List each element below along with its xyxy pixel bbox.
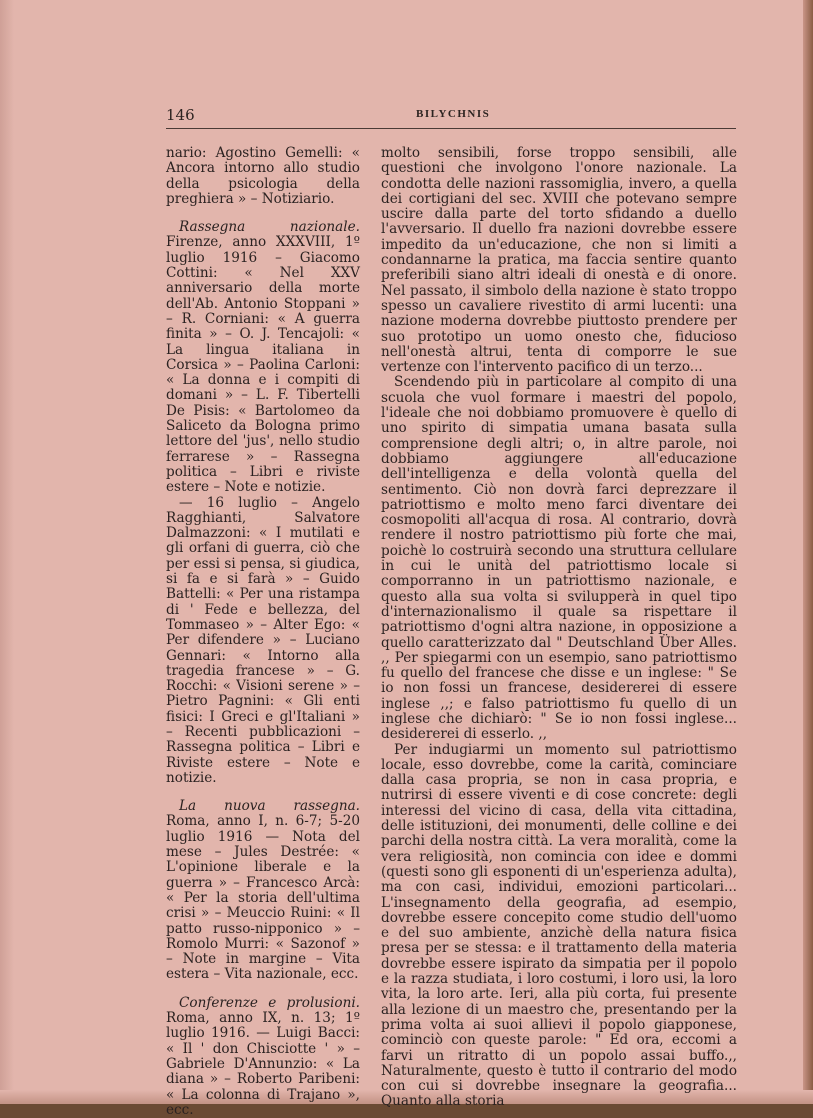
left-column xyxy=(166,146,360,1118)
left-paragraph-3: — 16 luglio – Angelo Ragghianti, Salvatore Dalmazzoni: « I mutilati e gli orfani di guerra, ciò che per essi si pensa, si giudica, si fa e si farà » – Guido Battelli: « Per una ristampa di ' Fede e bellezza, del Tommaseo » – Alter Ego: « Per difendere » – Luciano Gennari: « Intorno alla tragedia francese » – G. Rocchi: « Visioni serene » – Pietro Pagnini: « Gli enti fisici: I Greci e gl'Italiani » – Recenti pubblicazioni – Rassegna politica – Libri e Riviste estere – Note e notizie. xyxy=(166,494,360,786)
right-paragraph-1: molto sensibili, forse troppo sensibili, alle questioni che involgono l'onore nazionale. La condotta delle nazioni rassomiglia, invero, a quella dei cortigiani del sec. XVIII che potevano sempre uscire dalla parte del torto sfidando a duello l'avversario. Il duello fra nazioni dovrebbe essere impedito da un'educazione, che non si limiti a condannarne la pratica, ma faccia sentire quanto preferibili siano altri ideali di onestà e di onore. Nel passato, il simbolo della nazione è stato troppo spesso un cavaliere rivestito di armi lucenti: una nazione moderna dovrebbe piuttosto prendere per suo prototipo un uomo onesto che, fiducioso nell'onestà altrui, tenta di comporre le sue vertenze con l'intervento pacifico di un terzo... xyxy=(381,145,737,376)
page-binding xyxy=(0,0,14,1104)
left-paragraph-2 xyxy=(166,220,360,495)
left-paragraph-4-text: Roma, anno I, n. 6-7; 5-20 luglio 1916 — Nota del mese – Jules Destrée: « L'opinione liberale e la guerra » – Francesco Arcà: « Per la storia dell'ultima crisi » – Meuccio Ruini: « Il patto russo-nipponico » – Romolo Murri: « Sazonof » – Note in margine – Vita estera – Vita nazionale, ecc. xyxy=(166,813,360,983)
right-column xyxy=(381,146,737,1110)
left-paragraph-4 xyxy=(166,799,360,983)
right-paragraph-2: Scendendo più in particolare al compito di una scuola che vuol formare i maestri del popolo, l'ideale che noi dobbiamo promuovere è quello di uno spirito di simpatia umana basata sulla comprensione degli altri; o, in altre parole, noi dobbiamo aggiungere all'educazione dell'intelligenza e della volontà quella del sentimento. Ciò non dovrà farci deprezzare il patriottismo e molto meno farci diventare dei cosmopoliti all'acqua di rosa. Al contrario, dovrà rendere il nostro patriottismo più forte che mai, poichè lo costruirà secondo una struttura cellulare in cui le unità del patriottismo locale si comporranno in un patriottismo nazionale, e questo alla sua volta si svilupperà in quel tipo d'internazionalismo il quale sa rispettare il patriottismo d'ogni altra nazione, in opposizione a quello caratterizzato dal " Deutschland Über Alles. ,, Per spiegarmi con un esempio, sano patriottismo fu quello del francese che disse e un inglese: " Se io non fossi un francese, desidererei di essere inglese ,,; e falso patriottismo fu quello di un inglese che dichiarò: " Se io non fossi inglese... desidererei di esserlo. ,, xyxy=(381,374,737,743)
journal-title-conferenze: Conferenze e prolusioni. xyxy=(179,994,360,1011)
journal-title-nuova-rassegna: La nuova rassegna. xyxy=(179,798,360,815)
page-edge xyxy=(803,0,813,1104)
left-paragraph-2-text: Firenze, anno XXXVIII, 1º luglio 1916 – Giacomo Cottini: « Nel XXV anniversario della morte dell'Ab. Antonio Stoppani » – R. Corniani: « A guerra finita » – O. J. Tencajoli: « La lingua italiana in Corsica » – Paolina Carloni: « La donna e i compiti di domani » – L. F. Tibertelli De Pisis: « Bartolomeo da Saliceto da Bologna primo lettore del 'jus', nello studio ferrarese » – Rassegna politica – Libri e riviste estere – Note e notizie. xyxy=(166,234,360,496)
left-paragraph-5-text: Roma, anno IX, n. 13; 1º luglio 1916. — Luigi Bacci: « Il ' don Chisciotte ' » – Gabriele D'Annunzio: « La diana » – Roberto Paribeni: « La colonna di Trajano », ecc. xyxy=(166,1010,360,1118)
left-paragraph-5 xyxy=(166,996,360,1118)
page-header xyxy=(166,106,736,129)
journal-title-rassegna-nazionale: Rassegna nazionale. xyxy=(179,219,360,236)
left-paragraph-1: nario: Agostino Gemelli: « Ancora intorno allo studio della psicologia della preghiera » – Notiziario. xyxy=(166,145,360,207)
right-paragraph-3: Per indugiarmi un momento sul patriottismo locale, esso dovrebbe, come la carità, cominciare dalla casa propria, se non in casa propria, e nutrirsi di essere viventi e di cose concrete: degli interessi del vicino di casa, della vita cittadina, delle istituzioni, dei monumenti, delle colline e dei parchi della nostra città. La vera moralità, come la vera religiosità, non comincia con idee e dommi (questi sono gli esponenti di un'esperienza adulta), ma con casi, individui, emozioni particolari... L'insegnamento della geografia, ad esempio, dovrebbe essere concepito come studio dell'uomo e del suo ambiente, anzichè della natura fisica presa per se stessa: e il trattamento della materia dovrebbe essere ispirato da simpatia per il popolo e la razza studiata, i loro costumi, i loro usi, la loro vita, la loro arte. Ieri, alla più corta, fui presente alla lezione di un maestro che, presentando per la prima volta ai suoi allievi il popolo giapponese, cominciò con queste parole: " Ed ora, eccomi a farvi un ritratto di un popolo assai buffo.,, Naturalmente, questo è tutto il contrario del modo con cui si dovrebbe insegnare la geografia... Quanto alla storia xyxy=(381,741,737,1110)
running-title: BILYCHNIS xyxy=(416,108,491,120)
page-number: 146 xyxy=(166,106,195,124)
